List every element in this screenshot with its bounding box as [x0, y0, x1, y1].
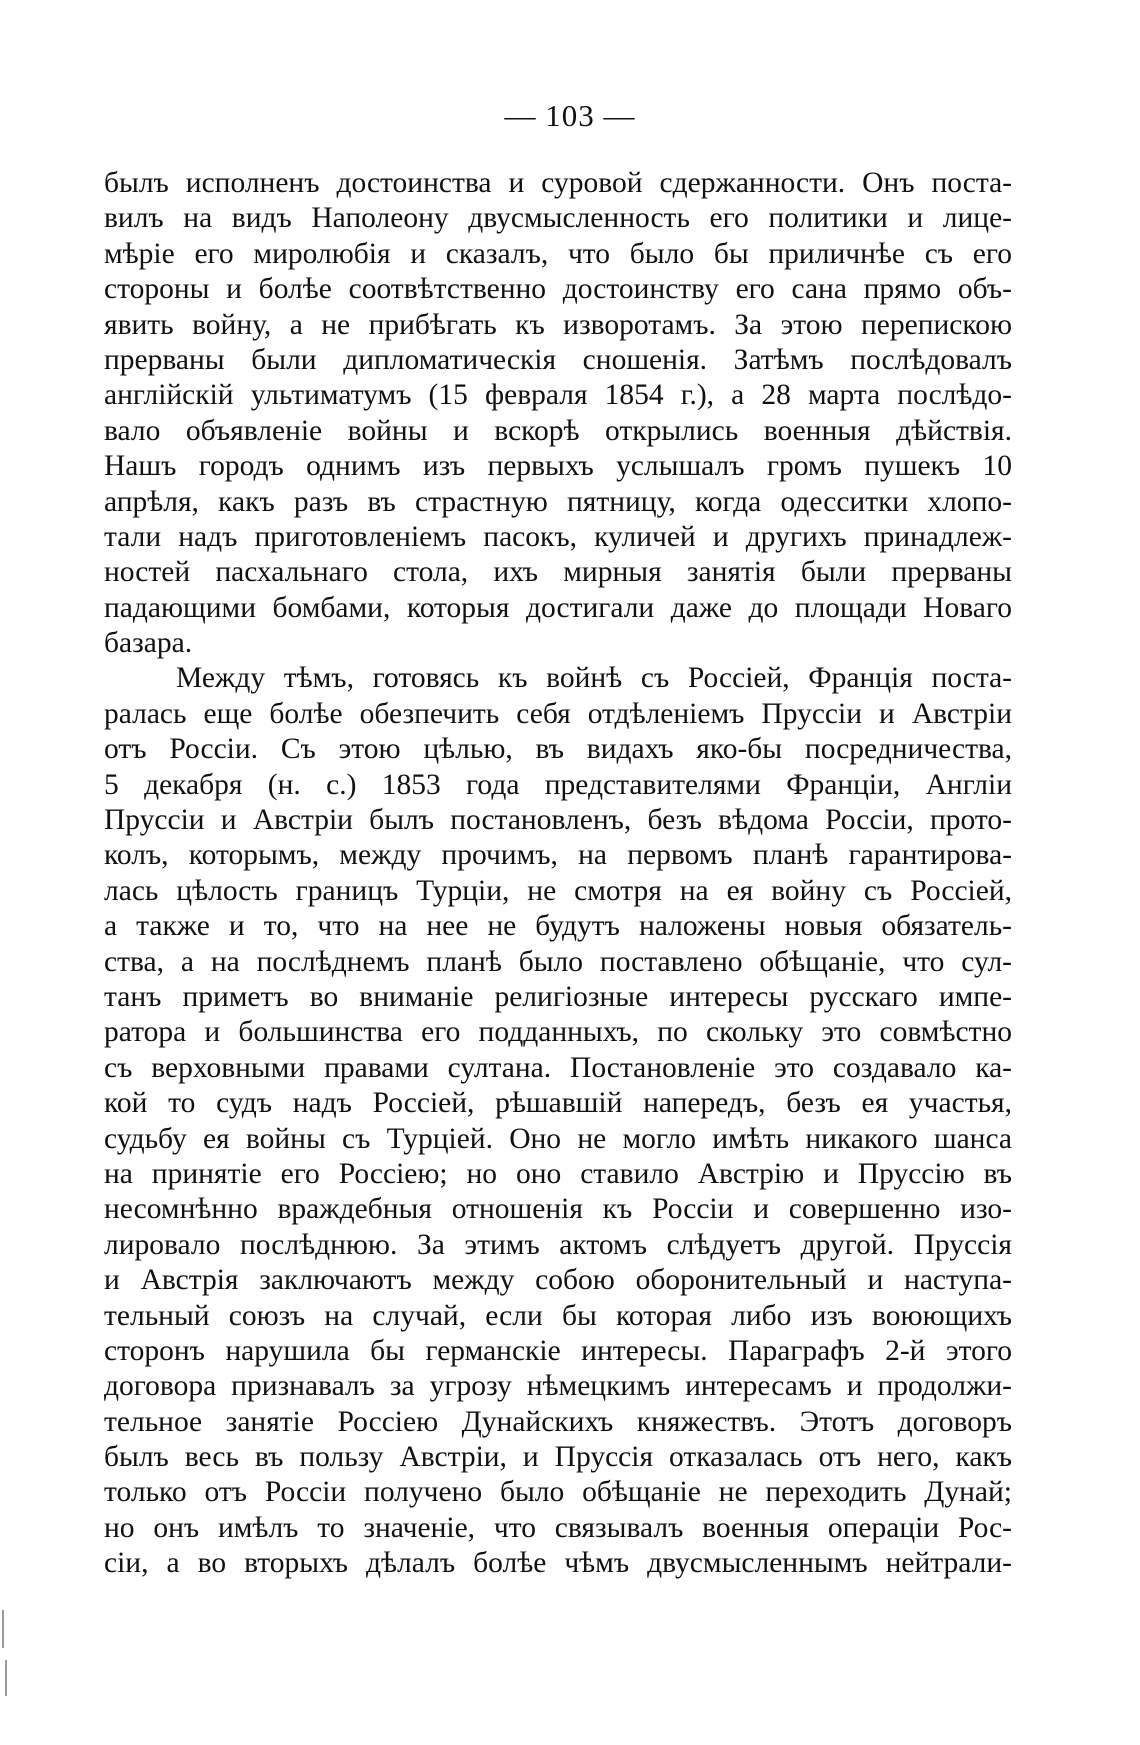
- text-line: ралась еще болѣе обезпечить себя отдѣленіемъ Пруссіи и Австріи: [104, 697, 1012, 730]
- text-line: колъ, которымъ, между прочимъ, на первомъ планѣ гарантирова-: [104, 839, 1012, 872]
- text-line: тали надъ приготовленіемъ пасокъ, куличей и другихъ принадлеж-: [104, 520, 1012, 553]
- text-line: явить войну, а не прибѣгать къ изворотамъ. За этою перепискою: [104, 308, 1012, 341]
- text-line: на принятіе его Россіею; но оно ставило Австрію и Пруссію въ: [104, 1157, 1012, 1190]
- text-line: ратора и большинства его подданныхъ, по скольку это совмѣстно: [104, 1016, 1012, 1049]
- text-line: былъ исполненъ достоинства и суровой сдержанности. Онъ поста-: [104, 167, 1012, 199]
- text-line: а также и то, что на нее не будутъ наложены новыя обязатель-: [104, 910, 1012, 943]
- text-line: базара.: [104, 627, 193, 660]
- text-line: Пруссіи и Австріи былъ постановленъ, безъ вѣдома Россіи, прото-: [104, 804, 1012, 837]
- text-line: тельное занятіе Россіею Дунайскихъ княжествъ. Этотъ договоръ: [104, 1405, 1012, 1438]
- text-line: сіи, а во вторыхъ дѣлалъ болѣе чѣмъ двусмысленнымъ нейтрали-: [104, 1547, 1012, 1580]
- text-line: мѣріе его миролюбія и сказалъ, что было бы приличнѣе съ его: [104, 237, 1012, 270]
- text-line: договора признавалъ за угрозу нѣмецкимъ интересамъ и продолжи-: [104, 1370, 1012, 1403]
- text-line: сторонъ нарушила бы германскіе интересы. Параграфъ 2-й этого: [104, 1334, 1012, 1367]
- text-line: судьбу ея войны съ Турціей. Оно не могло имѣть никакого шанса: [104, 1122, 1012, 1155]
- text-line: вало объявленіе войны и вскорѣ открылись военныя дѣйствія.: [104, 414, 1012, 447]
- text-line: танъ приметъ во вниманіе религіозные интересы русскаго импе-: [104, 980, 1012, 1013]
- text-line: Нашъ городъ однимъ изъ первыхъ услышалъ громъ пушекъ 10: [104, 450, 1012, 483]
- scan-edge-mark: [2, 1610, 4, 1648]
- text-line: но онъ имѣлъ то значеніе, что связывалъ военныя операціи Рос-: [104, 1511, 1012, 1544]
- text-line: ства, а на послѣднемъ планѣ было поставлено обѣщаніе, что сул-: [104, 945, 1012, 978]
- text-line: лась цѣлость границъ Турціи, не смотря на ея войну съ Россіей,: [104, 874, 1012, 907]
- text-line: несомнѣнно враждебныя отношенія къ Россіи и совершенно изо-: [104, 1193, 1012, 1226]
- text-line: отъ Россіи. Съ этою цѣлью, въ видахъ яко-бы посредничества,: [104, 733, 1012, 766]
- text-line: прерваны были дипломатическія сношенія. Затѣмъ послѣдовалъ: [104, 343, 1012, 376]
- text-line: кой то судъ надъ Россіей, рѣшавшій напередъ, безъ ея участья,: [104, 1087, 1012, 1120]
- text-line: апрѣля, какъ разъ въ страстную пятницу, когда одесситки хлопо-: [104, 485, 1012, 518]
- text-line: вилъ на видъ Наполеону двусмысленность его политики и лице-: [104, 202, 1012, 235]
- text-line: Между тѣмъ, готовясь къ войнѣ съ Россіей, Францiя поста-: [176, 662, 1012, 695]
- text-line: лировало послѣднюю. За этимъ актомъ слѣдуетъ другой. Пруссія: [104, 1228, 1012, 1261]
- text-line: только отъ Россіи получено было обѣщаніе не переходить Дунай;: [104, 1476, 1012, 1509]
- scan-edge-mark: [5, 1660, 7, 1696]
- text-line: стороны и болѣе соотвѣтственно достоинству его сана прямо объ-: [104, 273, 1012, 306]
- text-line: тельный союзъ на случай, если бы которая либо изъ воюющихъ: [104, 1299, 1012, 1332]
- text-line: англійскій ультиматумъ (15 февраля 1854 г.), а 28 марта послѣдо-: [104, 379, 1012, 412]
- text-line: падающими бомбами, которыя достигали даже до площади Новаго: [104, 591, 1012, 624]
- text-line: съ верховными правами султана. Постановленіе это создавало ка-: [104, 1051, 1012, 1084]
- page-number: — 103 —: [504, 98, 636, 133]
- text-line: ностей пасхальнаго стола, ихъ мирныя занятія были прерваны: [104, 556, 1012, 589]
- body-text: [104, 166, 1012, 1582]
- text-line: былъ весь въ пользу Австріи, и Пруссія отказалась отъ него, какъ: [104, 1441, 1012, 1474]
- text-line: 5 декабря (н. с.) 1853 года представителями Франціи, Англіи: [104, 768, 1012, 801]
- text-line: и Австрія заключаютъ между собою оборонительный и наступа-: [104, 1264, 1012, 1297]
